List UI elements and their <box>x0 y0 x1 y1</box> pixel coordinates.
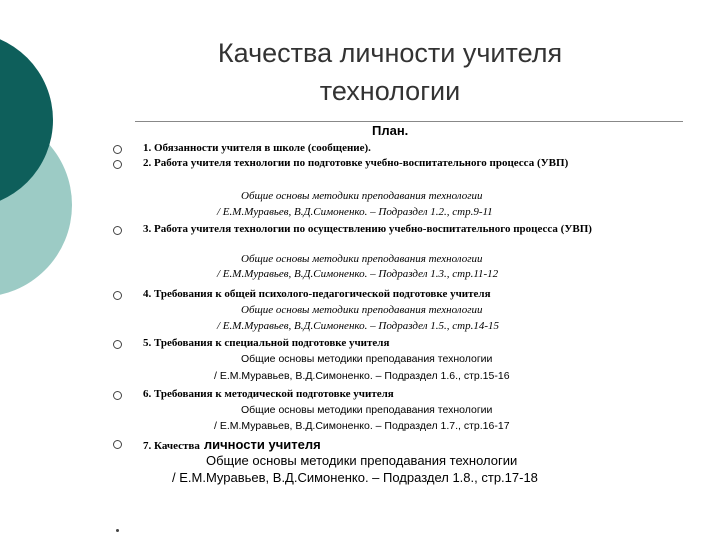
reference-book-4: Общие основы методики преподавания технологии <box>241 304 483 316</box>
reference-book-2: Общие основы методики преподавания технологии <box>241 190 483 202</box>
plan-item-4: 4. Требования к общей психолого-педагогической подготовке учителя <box>143 288 491 300</box>
reference-section-2: / Е.М.Муравьев, В.Д.Симоненко. – Подраздел 1.2., стр.9-11 <box>217 206 493 218</box>
plan-item-6: 6. Требования к методической подготовке учителя <box>143 388 394 400</box>
reference-section-7: / Е.М.Муравьев, В.Д.Симоненко. – Подраздел 1.8., стр.17-18 <box>172 470 538 485</box>
reference-book-5: Общие основы методики преподавания технологии <box>241 353 493 365</box>
reference-book-6: Общие основы методики преподавания технологии <box>241 404 493 416</box>
reference-section-5: / Е.М.Муравьев, В.Д.Симоненко. – Подраздел 1.6., стр.15-16 <box>214 370 510 382</box>
plan-item-1: 1. Обязанности учителя в школе (сообщение). <box>143 142 371 154</box>
plan-item-5: 5. Требования к специальной подготовке учителя <box>143 337 390 349</box>
bullet-circle-4 <box>113 291 122 300</box>
reference-book-7: Общие основы методики преподавания технологии <box>206 453 518 468</box>
bullet-circle-6 <box>113 391 122 400</box>
reference-section-4: / Е.М.Муравьев, В.Д.Симоненко. – Подраздел 1.5., стр.14-15 <box>217 320 499 332</box>
reference-section-3: / Е.М.Муравьев, В.Д.Симоненко. – Подраздел 1.3., стр.11-12 <box>217 268 499 280</box>
title-line-1: Качества личности учителя <box>217 38 563 68</box>
plan-heading: План. <box>372 123 409 138</box>
slide-title <box>190 34 590 110</box>
title-divider <box>135 121 683 122</box>
bullet-circle-2 <box>113 160 122 169</box>
decorative-circles <box>0 0 120 300</box>
plan-item-7-text: личности учителя <box>203 437 321 452</box>
plan-item-3: 3. Работа учителя технологии по осуществлению учебно-воспитательного процесса (УВП) <box>143 223 592 235</box>
bullet-dot <box>116 529 119 532</box>
plan-item-2: 2. Работа учителя технологии по подготовке учебно-воспитательного процесса (УВП) <box>143 157 569 169</box>
reference-book-3: Общие основы методики преподавания технологии <box>241 253 483 265</box>
reference-section-6: / Е.М.Муравьев, В.Д.Симоненко. – Подраздел 1.7., стр.16-17 <box>214 420 510 432</box>
bullet-circle-3 <box>113 226 122 235</box>
title-line-2: технологии <box>319 76 461 106</box>
bullet-circle-5 <box>113 340 122 349</box>
plan-item-7-number: 7. Качества <box>143 440 200 452</box>
bullet-circle-7 <box>113 440 122 449</box>
bullet-circle-1 <box>113 145 122 154</box>
